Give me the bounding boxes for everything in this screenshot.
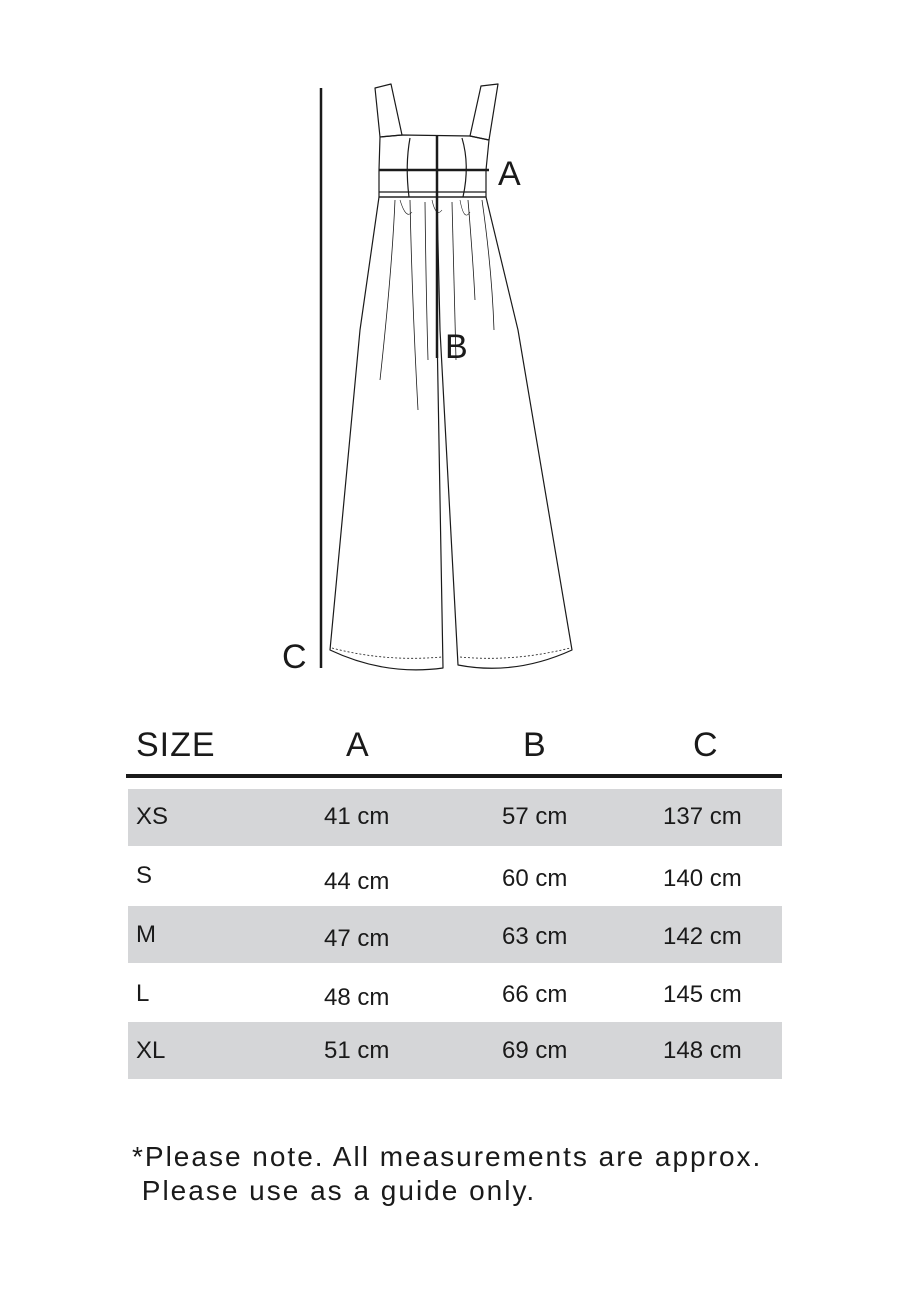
- a-cell: 51 cm: [324, 1037, 390, 1064]
- header-c: C: [693, 726, 719, 764]
- c-cell: 148 cm: [663, 1037, 742, 1064]
- a-cell: 44 cm: [324, 868, 390, 895]
- size-cell: L: [136, 980, 150, 1007]
- table-row: [128, 848, 782, 905]
- header-size: SIZE: [136, 726, 216, 764]
- measurement-note: [132, 1140, 762, 1208]
- label-b: B: [445, 328, 468, 366]
- table-row: [128, 906, 782, 963]
- table-row: [128, 789, 782, 846]
- c-cell: 145 cm: [663, 981, 742, 1008]
- size-cell: XL: [136, 1037, 166, 1064]
- a-cell: 41 cm: [324, 803, 390, 830]
- bodice: [379, 135, 489, 197]
- b-cell: 57 cm: [502, 803, 568, 830]
- left-strap: [375, 84, 402, 137]
- header-b: B: [523, 726, 547, 764]
- header-rule: [126, 774, 782, 778]
- note-line-1: *Please note. All measurements are approx.: [132, 1141, 763, 1172]
- header-a: A: [346, 726, 370, 764]
- right-strap: [470, 84, 498, 140]
- b-cell: 60 cm: [502, 865, 568, 892]
- size-cell: M: [136, 921, 156, 948]
- label-a: A: [498, 155, 521, 193]
- trouser-legs: [330, 197, 572, 670]
- c-cell: 137 cm: [663, 803, 742, 830]
- label-c: C: [282, 638, 307, 676]
- b-cell: 63 cm: [502, 923, 568, 950]
- c-cell: 140 cm: [663, 865, 742, 892]
- table-row: [128, 964, 782, 1021]
- size-cell: XS: [136, 803, 169, 830]
- b-cell: 66 cm: [502, 981, 568, 1008]
- size-cell: S: [136, 862, 153, 889]
- a-cell: 47 cm: [324, 925, 390, 952]
- table-row: [128, 1022, 782, 1079]
- b-cell: 69 cm: [502, 1037, 568, 1064]
- note-line-2: Please use as a guide only.: [132, 1175, 537, 1206]
- a-cell: 48 cm: [324, 984, 390, 1011]
- c-cell: 142 cm: [663, 923, 742, 950]
